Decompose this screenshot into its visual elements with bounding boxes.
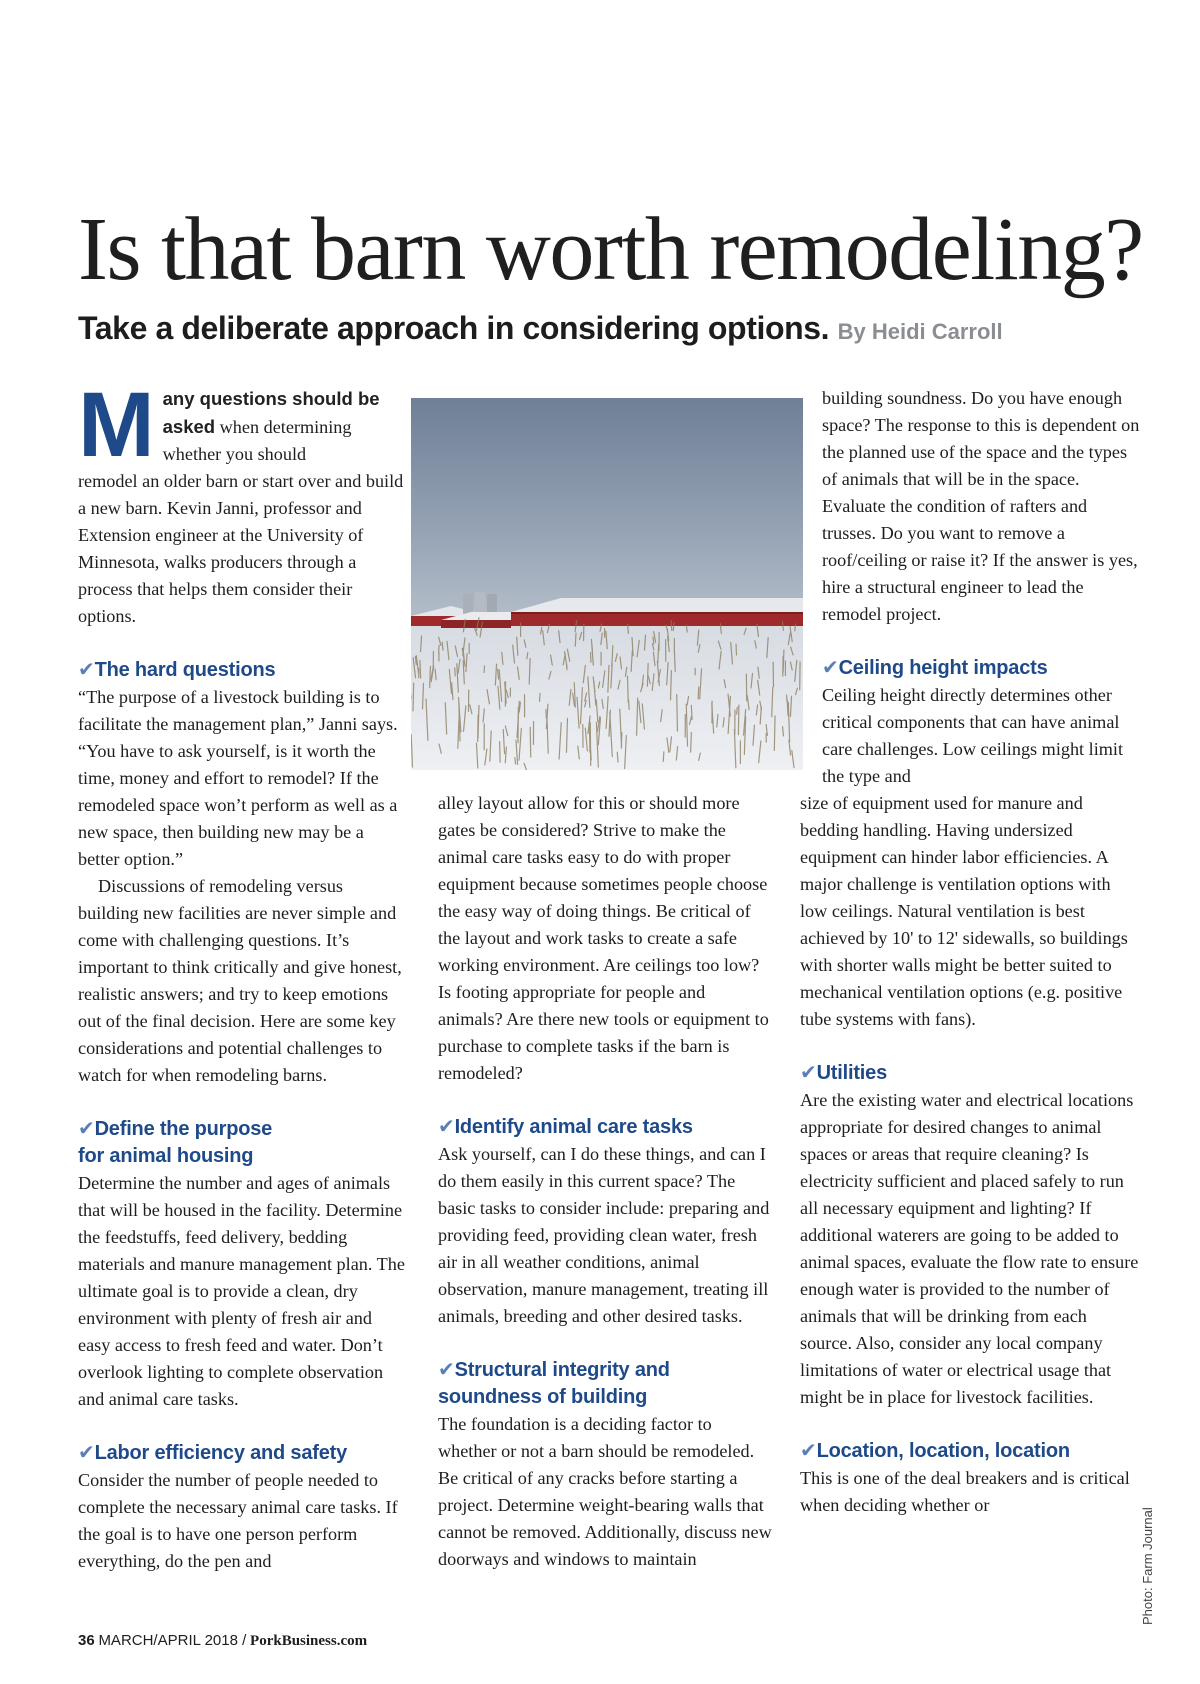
corn-stalk [691,732,692,752]
column-right [800,385,1140,1519]
checkmark-icon: ✔ [822,657,839,679]
hard-questions-p2: Discussions of remodeling versus building new facilities are never simple and come with challenging questions. It’s important to think critically and give honest, realistic answers; and try to keep emotions out of the final decision. Here are some key considerations and potential challenges to watch for when remodeling barns. [78,876,402,1085]
heading-text: Ceiling height impacts [838,657,1048,679]
lead-in: any questions should be asked [162,388,380,437]
purpose-body: Determine the number and ages of animals that will be housed in the facility. Determine the feedstuffs, feed delivery, bedding materials and manure management plan. The ultimate goal is to provide a clean, dry environment with plenty of fresh air and easy access to fresh feed and water. Don’t overlook lighting to complete observation and animal care tasks. [78,1173,405,1409]
corn-stalk [663,752,664,762]
page-footer [78,1632,367,1650]
corn-stalk [628,625,629,634]
checkmark-icon: ✔ [438,1116,455,1138]
corn-stalk [673,623,674,631]
corn-stalk [774,716,775,750]
heading-text-line1: Define the purpose [94,1118,273,1140]
corn-stalk [658,645,659,664]
heading-text-line1: Structural integrity and [454,1359,670,1381]
heading-utilities [800,1060,1140,1087]
corn-stalk [647,664,648,687]
corn-stalk [737,707,738,714]
hard-questions-p1: “The purpose of a livestock building is to facilitate the management plan,” Janni says. “You have to ask yourself, is it worth the time, money and effort to remodel? If the remodeled space won’t perform as well as a new space, then building new may be a better option.” [78,687,398,869]
heading-animal-care-tasks [438,1114,774,1141]
checkmark-icon: ✔ [800,1440,817,1462]
corn-stalk [413,683,414,711]
corn-stalk [698,687,699,699]
ceiling-body: size of equipment used for manure and bedding handling. Having undersized equipment can hinder labor efficiencies. A major challenge is ventilation options with low ceilings. Natural ventilation is best achieved by 10' to 12' sidewalls, so buildings with shorter walls might be better suited to mechanical ventilation options (e.g. positive tube systems with fans). [800,793,1128,1029]
corn-stalk [787,700,788,716]
heading-location [800,1438,1140,1465]
heading-text: Identify animal care tasks [454,1116,693,1138]
checkmark-icon: ✔ [78,1442,95,1464]
corn-stalk [540,693,541,701]
animal-care-body: Ask yourself, can I do these things, and can I do them easily in this current space? The basic tasks to consider include: preparing and providing feed, providing clean water, fresh air in all weather conditions, animal observation, manure management, treating ill animals, breeding and other desired tasks. [438,1144,770,1326]
heading-hard-questions [78,657,408,684]
heading-text: The hard questions [94,659,276,681]
corn-stalk [484,666,485,673]
heading-text: Location, location, location [816,1440,1070,1462]
labor-body-continued: alley layout allow for this or should more gates be considered? Strive to make the animal care tasks easy to do with proper equipment because sometimes people choose the easy way of doing things. Be critical of the layout and work tasks to create a safe working environment. Are ceilings too low? Is footing appropriate for people and animals? Are there new tools or equipment to purchase to complete tasks if the barn is remodeled? [438,793,769,1083]
structural-body-continued: building soundness. Do you have enough space? The response to this is dependent on the planned use of the space and the types of animals that will be in the space. Evaluate the condition of rafters and trusses. Do you want to remove a roof/ceiling or raise it? If the answer is yes, hire a structural engineer to lead the remodel project. [822,388,1140,624]
photo-credit: Photo: Farm Journal [1140,1507,1155,1625]
checkmark-icon: ✔ [800,1062,817,1084]
heading-text: Utilities [816,1062,887,1084]
column-middle [438,790,774,1573]
structural-body: The foundation is a deciding factor to whether or not a barn should be remodeled. Be critical of any cracks before starting a project. Determine weight-bearing walls that cannot be removed. Additionally, discuss new doorways and windows to maintain [438,1414,772,1569]
page-number: 36 [78,1632,95,1649]
heading-text: Labor efficiency and safety [94,1442,348,1464]
byline: By Heidi Carroll [837,319,1003,344]
drop-cap: M [78,374,155,476]
corn-stalk [530,727,531,757]
checkmark-icon: ✔ [78,659,95,681]
corn-stalk [795,624,796,631]
corn-stalk [677,695,678,731]
heading-text-line2: for animal housing [78,1145,254,1167]
intro-paragraph [78,374,408,630]
utilities-body: Are the existing water and electrical locations appropriate for desired changes to animal spaces or areas that require cleaning? Is electricity sufficient and placed safely to run all necessary equipment and lighting? If additional waterers are going to be added to animal spaces, evaluate the flow rate to ensure enough water is provided to the number of animals that will be drinking from each source. Also, consider any local company limitations of water or electrical usage that might be in place for livestock facilities. [800,1090,1139,1407]
checkmark-icon: ✔ [78,1118,95,1140]
labor-body: Consider the number of people needed to complete the necessary animal care tasks. If the goal is to have one person perform everything, do the pen and [78,1470,398,1571]
corn-stalk [515,758,516,764]
corn-stalk [430,666,431,687]
heading-structural-integrity [438,1357,774,1411]
corn-stalk [575,633,576,646]
article-deck [78,310,1158,347]
corn-stalk [442,642,443,650]
checkmark-icon: ✔ [438,1359,455,1381]
corn-stalk [627,676,628,702]
heading-text-line2: soundness of building [438,1386,648,1408]
corn-stalk [674,651,675,672]
column-left [78,374,408,1575]
deck-text: Take a deliberate approach in considering options. [78,310,830,346]
heading-labor-efficiency [78,1440,408,1467]
intro-line3: whether you should [162,444,307,464]
heading-ceiling-height [800,655,1140,682]
heading-define-purpose [78,1116,408,1170]
website: PorkBusiness.com [250,1633,368,1649]
location-body: This is one of the deal breakers and is critical when deciding whether or [800,1468,1130,1515]
corn-stalk [617,752,618,762]
corn-stalk [671,621,672,631]
intro-body: remodel an older barn or start over and build a new barn. Kevin Janni, professor and Extension engineer at the University of Minnesota, walks producers through a process that helps them consider their options. [78,471,404,626]
corn-stalk [420,661,421,679]
corn-stalk [498,669,499,679]
ceiling-body-narrow: Ceiling height directly determines other critical components that can have animal care challenges. Low ceilings might limit the type and [822,685,1124,786]
barn-photo [411,398,803,770]
winter-barn-image [411,398,803,770]
issue-date: MARCH/APRIL 2018 / [98,1632,247,1649]
intro-line2: when determining [215,417,352,437]
article-headline: Is that barn worth remodeling? [78,200,1143,299]
